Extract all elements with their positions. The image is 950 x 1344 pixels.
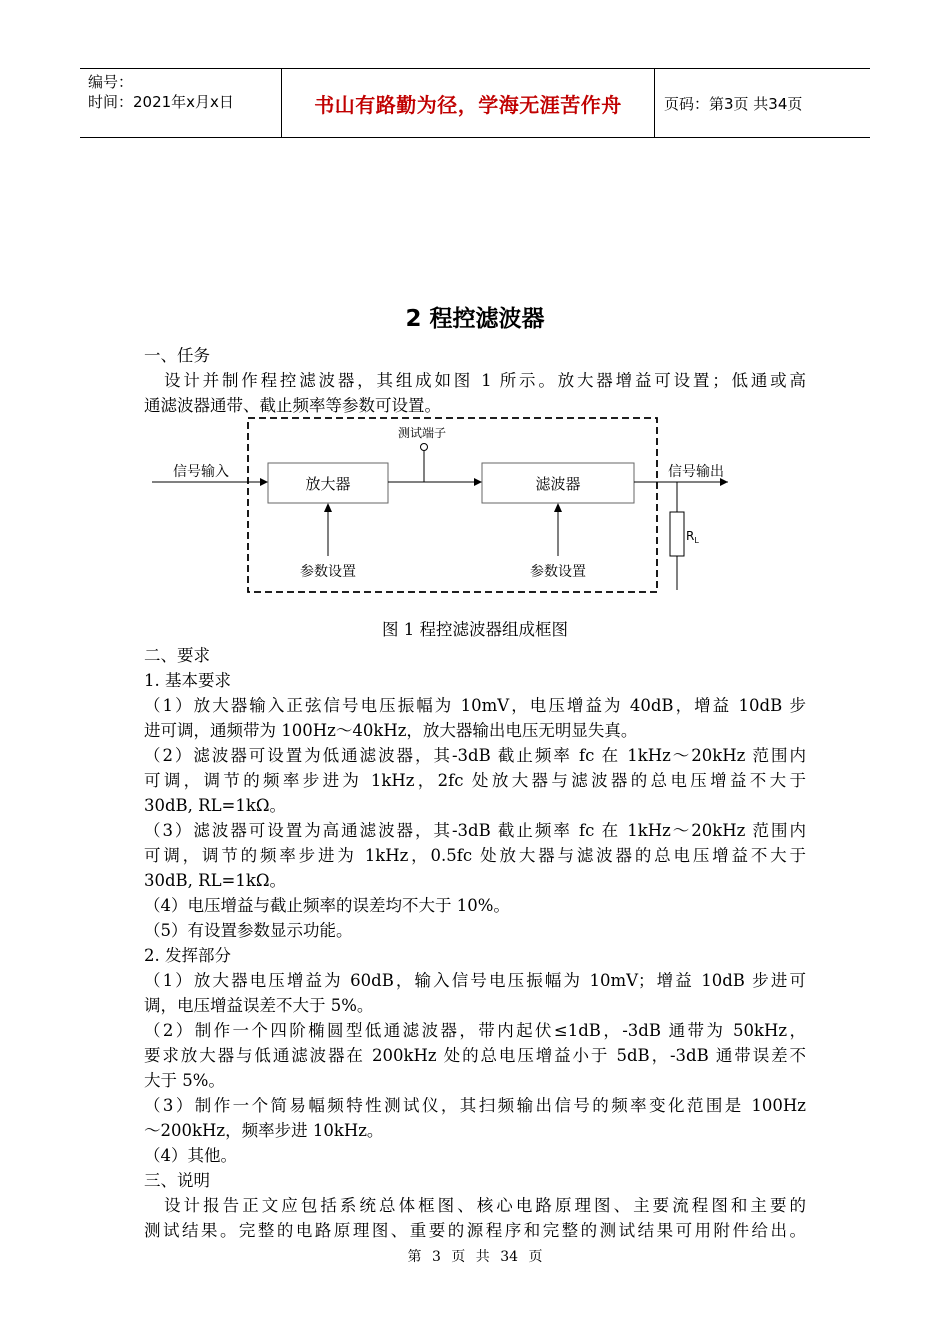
task-paragraph-line: 通滤波器通带、截止频率等参数可设置。 bbox=[144, 396, 441, 415]
filter-param-label: 参数设置 bbox=[530, 564, 586, 580]
body-line: 大于 5%。 bbox=[144, 1071, 225, 1090]
body-line: （5）有设置参数显示功能。 bbox=[144, 921, 353, 940]
test-terminal-node bbox=[421, 444, 428, 451]
body-line: （2）滤波器可设置为低通滤波器，其-3dB 截止频率 fc 在 1kHz～20kHz 范围内 bbox=[144, 746, 806, 765]
load-resistor bbox=[670, 512, 684, 556]
body-line: 调，电压增益误差不大于 5%。 bbox=[144, 996, 374, 1015]
section-requirements-heading: 二、要求 bbox=[144, 646, 210, 665]
filter-label: 滤波器 bbox=[535, 475, 581, 493]
header-page-info: 页码：第3页 共34页 bbox=[664, 94, 803, 113]
header-time-label: 时间：2021年x月x日 bbox=[88, 93, 234, 111]
amplifier-label: 放大器 bbox=[305, 475, 351, 493]
body-line: 设计报告正文应包括系统总体框图、核心电路原理图、主要流程图和主要的 bbox=[164, 1196, 806, 1215]
body-line: （3）滤波器可设置为高通滤波器，其-3dB 截止频率 fc 在 1kHz～20kHz 范围内 bbox=[144, 821, 806, 840]
load-resistor-label: $R_L$ bbox=[686, 529, 699, 545]
header-number-label: 编号： bbox=[88, 73, 134, 91]
page-header bbox=[80, 68, 870, 138]
body-line: 可调，调节的频率步进为 1kHz，0.5fc 处放大器与滤波器的总电压增益不大于 bbox=[144, 846, 806, 865]
signal-output-label: 信号输出 bbox=[668, 464, 724, 480]
body-line: 进可调，通频带为 100Hz～40kHz，放大器输出电压无明显失真。 bbox=[144, 721, 638, 740]
body-line: 可调，调节的频率步进为 1kHz，2fc 处放大器与滤波器的总电压增益不大于 bbox=[144, 771, 806, 790]
signal-input-label: 信号输入 bbox=[173, 464, 229, 480]
body-line: ～200kHz，频率步进 10kHz。 bbox=[144, 1121, 384, 1140]
body-line: （4）其他。 bbox=[144, 1146, 237, 1165]
header-meta bbox=[80, 69, 282, 137]
test-terminal-label: 测试端子 bbox=[397, 426, 447, 440]
body-line: （2）制作一个四阶椭圆型低通滤波器，带内起伏≤1dB，-3dB 通带为 50kHz， bbox=[144, 1021, 806, 1040]
subsection-heading: 1. 基本要求 bbox=[144, 671, 231, 690]
body-line: 30dB, RL=1kΩ。 bbox=[144, 796, 287, 815]
body-line: 要求放大器与低通滤波器在 200kHz 处的总电压增益小于 5dB，-3dB 通带误差不 bbox=[144, 1046, 806, 1065]
figure-caption: 图 1 程控滤波器组成框图 bbox=[382, 620, 568, 639]
body-line: （4）电压增益与截止频率的误差均不大于 10%。 bbox=[144, 896, 510, 915]
body-line: （1）放大器电压增益为 60dB，输入信号电压振幅为 10mV；增益 10dB 步进可 bbox=[144, 971, 806, 990]
block-diagram bbox=[140, 415, 750, 610]
header-motto: 书山有路勤为径，学海无涯苦作舟 bbox=[282, 69, 655, 137]
body-line: 30dB, RL=1kΩ。 bbox=[144, 871, 287, 890]
amp-param-label: 参数设置 bbox=[300, 564, 356, 580]
section-task-heading: 一、任务 bbox=[144, 346, 210, 365]
body-line: （3）制作一个简易幅频特性测试仪，其扫频输出信号的频率变化范围是 100Hz bbox=[144, 1096, 806, 1115]
page-footer: 第 3 页 共 34 页 bbox=[407, 1249, 543, 1265]
subsection-heading: 2. 发挥部分 bbox=[144, 946, 231, 965]
document-title: 2 程控滤波器 bbox=[405, 306, 545, 332]
body-line: 测试结果。完整的电路原理图、重要的源程序和完整的测试结果可用附件给出。 bbox=[144, 1221, 806, 1240]
body-line: （1）放大器输入正弦信号电压振幅为 10mV，电压增益为 40dB，增益 10dB 步 bbox=[144, 696, 806, 715]
section-notes-heading: 三、说明 bbox=[144, 1171, 210, 1190]
task-paragraph-line: 设计并制作程控滤波器，其组成如图 1 所示。放大器增益可设置；低通或高 bbox=[164, 371, 806, 390]
